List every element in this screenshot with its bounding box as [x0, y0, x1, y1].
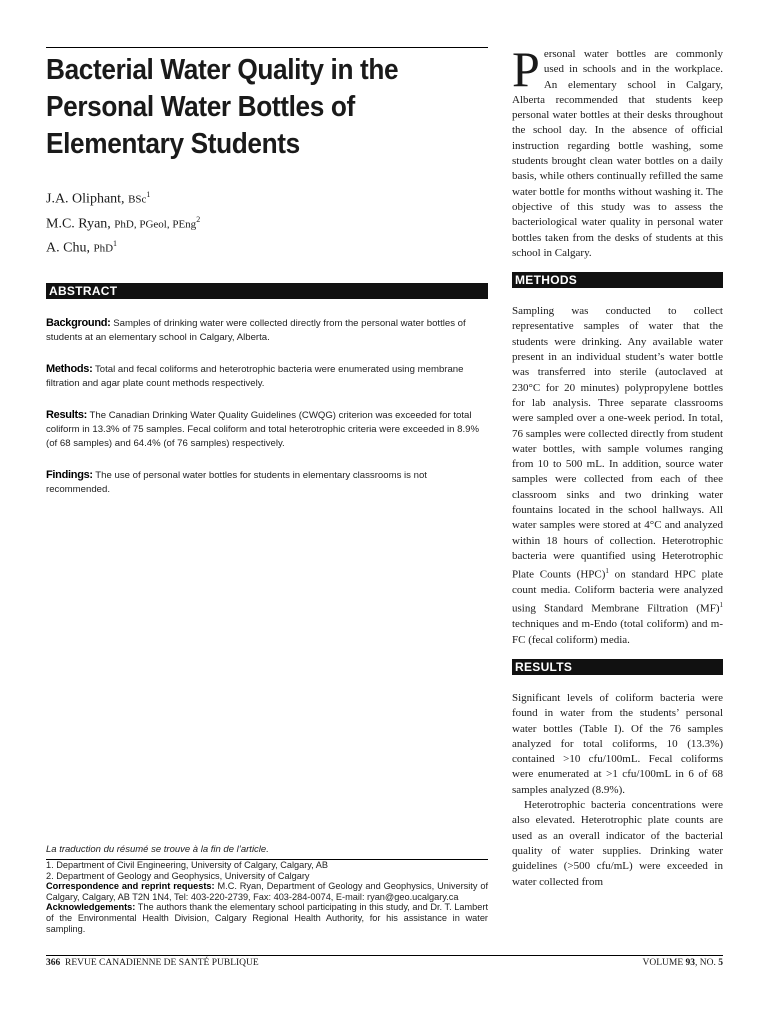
intro-paragraph: Personal water bottles are commonly used in schools and in the workplace. An elementary school in Calgary, Alberta recommended that students keep personal water bottles at their desks throughout the school day. In the absence of official instruction regarding bottle washing, some students brought clean water bottles on a daily basis, while others continually refilled the same water bottle for months without washing it. The objective of this study was to assess the bacteriological water quality in personal water bottles taken from the desks of students at this school in Calgary.: [512, 41, 723, 259]
correspondence-note: Correspondence and reprint requests: M.C. Ryan, Department of Geology and Geophysics, University of Calgary, Calgary, AB T2N 1N4, Tel: 403-220-2739, Fax: 403-284-0074, E-mail: ryan@geo.ucalgary.ca: [46, 881, 488, 902]
abstract-section: [46, 283, 488, 514]
abstract-background: Background: Samples of drinking water were collected directly from the personal water bottles of students at an elementary school in Calgary, Alberta.: [46, 317, 466, 343]
results-paragraph-1: Significant levels of coliform bacteria were found in water from the students’ personal water bottles (Table I). Of the 76 samples analyzed for total coliforms, 10 (13.3%) contained >10 cfu/100mL. Fecal coliforms were enumerated at >1 cfu/100mL in 6 of 68 samples analyzed (8.9%).: [512, 692, 723, 796]
author-1: J.A. Oliphant, BSc$^1$: [46, 190, 151, 207]
abstract-findings: Findings: The use of personal water bottles for students in elementary classrooms is not recommended.: [46, 469, 427, 495]
footnote-2: 2. Department of Geology and Geophysics, University of Calgary: [46, 870, 310, 881]
methods-heading: METHODS: [512, 272, 723, 288]
issue-number: 5: [718, 958, 723, 968]
acknowledgements-note: Acknowledgements: The authors thank the elementary school participating in this study, and Dr. T. Lambert of the Environmental Health Division, Calgary Regional Health Authority, for his assistance in water sampling.: [46, 902, 488, 934]
footer-left: [46, 958, 259, 968]
footer-right: VOLUME 93, NO. 5: [642, 958, 723, 968]
article-title: Bacterial Water Quality in the Personal Water Bottles of Elementary Students: [46, 54, 399, 160]
page-number: 366: [46, 958, 61, 968]
title-block: [46, 47, 488, 259]
translation-note: La traduction du résumé se trouve à la fin de l’article.: [46, 844, 269, 855]
volume-number: 93: [685, 958, 696, 968]
author-list: [46, 185, 488, 259]
footnotes-block: [46, 844, 488, 934]
journal-name: REVUE CANADIENNE DE SANTÉ PUBLIQUE: [65, 958, 259, 968]
body-column: [512, 41, 723, 890]
abstract-methods: Methods: Total and fecal coliforms and heterotrophic bacteria were enumerated using membrane filtration and agar plate count methods respectively.: [46, 363, 464, 389]
results-paragraph-2: Heterotrophic bacteria concentrations were also elevated. Heterotrophic plate counts are used as an overall indicator of the bacterial quality of water supplies. Drinking water guidelines (>500 cfu/mL) were exceeded in water collected from: [512, 799, 723, 888]
abstract-heading: ABSTRACT: [46, 283, 488, 299]
results-heading: RESULTS: [512, 659, 723, 675]
page-footer: [46, 955, 723, 968]
drop-cap: P: [512, 41, 540, 97]
methods-paragraph: Sampling was conducted to collect representative samples of water that the students were drinking. Any available water present in an individual student’s water bottle was transferred into sterile (autoclaved at 230°C for 20 minutes) polypropylene bottles for lab analysis. Three separate classrooms were sampled over a one-week period. In total, 76 samples were collected directly from student water bottles, with sample volumes ranging from 10 to 500 mL. In addition, source water samples were collected from each of thee classroom sinks and two drinking water fountains located in the school hallways. All water samples were stored at 4°C and analyzed within 18 hours of collection. Heterotrophic bacteria were quantified using Heterotrophic Plate Counts (HPC)$^1$ on standard HPC plate count media. Coliform bacteria were analyzed using Standard Membrane Filtration (MF)$^1$ techniques and m-Endo (total coliform) and m-FC (fecal coliform) media.: [512, 305, 723, 646]
footnote-1: 1. Department of Civil Engineering, University of Calgary, Calgary, AB: [46, 860, 329, 870]
author-2: M.C. Ryan, PhD, PGeol, PEng$^2$: [46, 214, 201, 232]
abstract-results: Results: The Canadian Drinking Water Quality Guidelines (CWQG) criterion was exceeded for total coliform in 13.3% of 75 samples. Fecal coliform and total heterotrophic criteria were exceeded in 8.9%(of 68 samples) and 64.4% (of 76 samples) respectively.: [46, 409, 479, 449]
top-rule: [46, 47, 488, 48]
author-3: A. Chu, PhD$^1$: [46, 239, 118, 256]
